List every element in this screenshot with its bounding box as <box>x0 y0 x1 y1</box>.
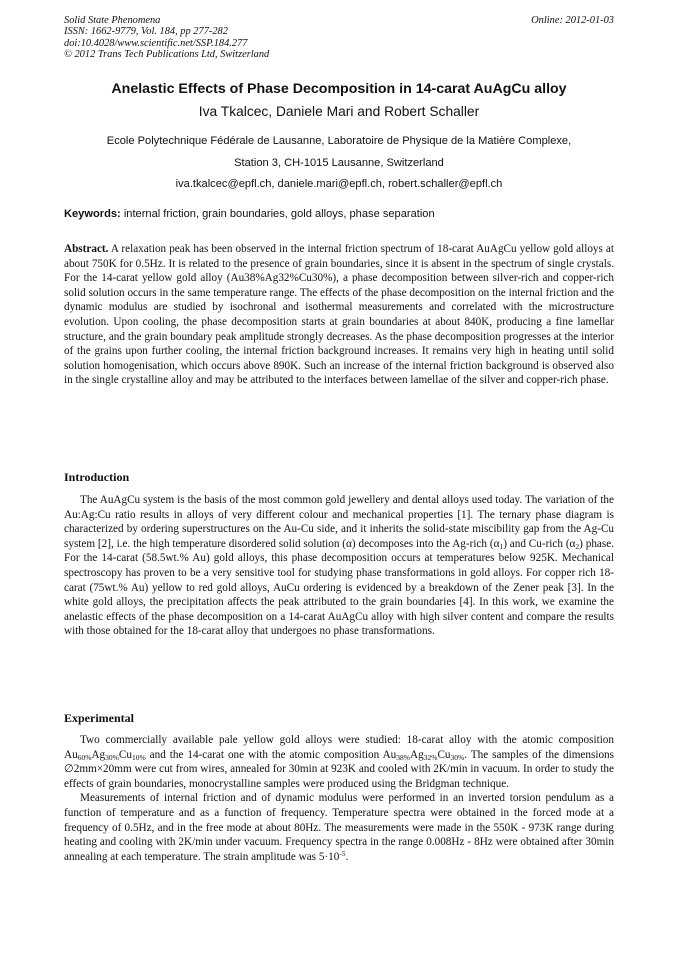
author-emails: iva.tkalcec@epfl.ch, daniele.mari@epfl.ch, robert.schaller@epfl.ch <box>175 178 503 190</box>
experimental-heading: Experimental <box>64 711 134 725</box>
exp-sup: -5 <box>339 848 346 858</box>
intro-text-1: The AuAgCu system is the basis of the most common gold jewellery and dental alloys used today. The variation of the Au:Ag:Cu ratio results in alloys of very different colour and mechanical properties [1]. The ternary phase diagram is characterized by ordering superstructures on the Au-Cu side, and it inherits the solid-state miscibility gap from the Ag-Cu system [2], i.e. the high temperature disordered solid solution (α) decomposes into the Ag-rich (α <box>64 494 614 550</box>
doi-line: doi:10.4028/www.scientific.net/SSP.184.277 <box>64 37 248 49</box>
intro-sub-1: 1 <box>499 541 504 551</box>
experimental-paragraph-2 <box>64 791 614 864</box>
introduction-body <box>64 493 614 639</box>
introduction-heading: Introduction <box>64 470 130 484</box>
journal-name: Solid State Phenomena <box>64 15 161 26</box>
exp-text-c: Cu <box>118 748 132 761</box>
exp-text-p2: Measurements of internal friction and of dynamic modulus were performed in an inverted torsion pendulum as a function of temperature and as a function of frequency. Temperature spectra were obtained in the forced mode at a frequency of 0.5Hz, and in the free mode at about 80Hz. The measurements were made in the 550K - 973K range during heating and cooling with 2K/min under vacuum. Frequency spectra in the range 0.008Hz - 8Hz were obtained after 30min annealing at each temperature. The strain amplitude was 5·10 <box>64 792 614 863</box>
experimental-paragraph-1 <box>64 733 614 791</box>
keywords <box>64 208 616 220</box>
abstract-text: A relaxation peak has been observed in the internal friction spectrum of 18-carat AuAgCu yellow gold alloys at about 750K for 0.5Hz. It is related to the presence of grain boundaries, since it is absent in the spectrum of single crystals. For the 14-carat yellow gold alloy (Au38%Ag32%Cu30%), a phase decomposition between silver-rich and copper-rich solid solution occurs in the same temperature range. The effects of the phase decomposition on the internal friction and the dynamic modulus are studied by isochronal and isothermal measurements and correlated with the microstructure evolution. Upon cooling, the phase decomposition starts at grain boundaries at about 840K, producing a fine lamellar structure, and the grain boundary peak amplitude strongly decreases. As the phase decomposition progresses at the interior of the grains upon further cooling, the internal friction background increases. It remains very high in heating until solid solution homogenisation, which occurs above 890K. Such an increase of the internal friction background is observed also in the single crystalline alloy and may be attributed to the interfaces between lamellae of the silver and copper-rich phase. <box>64 243 614 387</box>
keywords-label: Keywords: <box>64 208 121 220</box>
keywords-text: internal friction, grain boundaries, gold alloys, phase separation <box>123 208 435 220</box>
affiliation <box>0 131 678 196</box>
exp-text-a: Two commercially available pale yellow gold alloys were studied: 18-carat alloy with the atomic composition Au <box>64 734 614 761</box>
exp-sub-4: 38% <box>396 752 410 762</box>
exp-text-f: Cu <box>437 748 451 761</box>
exp-sub-5: 32% <box>423 752 438 762</box>
exp-text-d: and the 14-carat one with the atomic composition Au <box>145 748 397 761</box>
abstract-label: Abstract. <box>64 243 109 255</box>
intro-sub-2: 2 <box>575 541 580 551</box>
abstract <box>64 242 614 388</box>
exp-text-b: Ag <box>91 748 106 761</box>
introduction-paragraph <box>64 493 614 639</box>
journal-header <box>64 15 269 60</box>
affiliation-line-2: Station 3, CH-1015 Lausanne, Switzerland <box>234 156 444 169</box>
paper-title: Anelastic Effects of Phase Decomposition in 14-carat AuAgCu alloy <box>111 81 567 97</box>
issn-line: ISSN: 1662-9779, Vol. 184, pp 277-282 <box>64 26 228 38</box>
copyright-line: © 2012 Trans Tech Publications Ltd, Switzerland <box>64 48 270 60</box>
exp-sub-1: 60% <box>77 752 92 762</box>
intro-text-2: ) and Cu-rich (α <box>503 537 576 550</box>
intro-text-3: ) phase. For the 14-carat (58.5wt.% Au) gold alloys, this phase decomposition occurs at temperatures below 925K. Mechanical spectroscopy has proven to be a very sensitive tool for studying phase transformations in gold alloys. For copper rich 18-carat (75wt.% Au) yellow to red gold alloys, AuCu ordering is evidenced by a breakdown of the Zener peak [3]. In the white gold alloys, the precipitation affects the peak attributed to the grain boundaries [4]. In this work, we examine the anelastic effects of the phase decomposition on a 14-carat AuAgCu alloy with high silver content and compare the results with those obtained for the 18-carat alloy that undergoes no phase transformations. <box>64 537 615 638</box>
online-date: Online: 2012-01-03 <box>531 15 614 26</box>
exp-sub-2: 30% <box>105 752 119 762</box>
affiliation-line-1: Ecole Polytechnique Fédérale de Lausanne, Laboratoire de Physique de la Matière Complexe, <box>106 135 572 147</box>
exp-sub-3: 10% <box>131 752 146 762</box>
exp-text-p2-end: . <box>345 850 349 863</box>
authors: Iva Tkalcec, Daniele Mari and Robert Schaller <box>198 104 480 119</box>
exp-text-g: . The samples of the dimensions ∅2mm×20mm were cut from wires, annealed for 30min at 923K and cooled with 2K/min in vacuum. In order to study the effects of grain boundaries, monocrystalline samples were produced using the Bridgman technique. <box>64 748 614 790</box>
exp-text-e: Ag <box>410 748 424 761</box>
experimental-body <box>64 733 614 864</box>
exp-sub-6: 30% <box>450 752 465 762</box>
